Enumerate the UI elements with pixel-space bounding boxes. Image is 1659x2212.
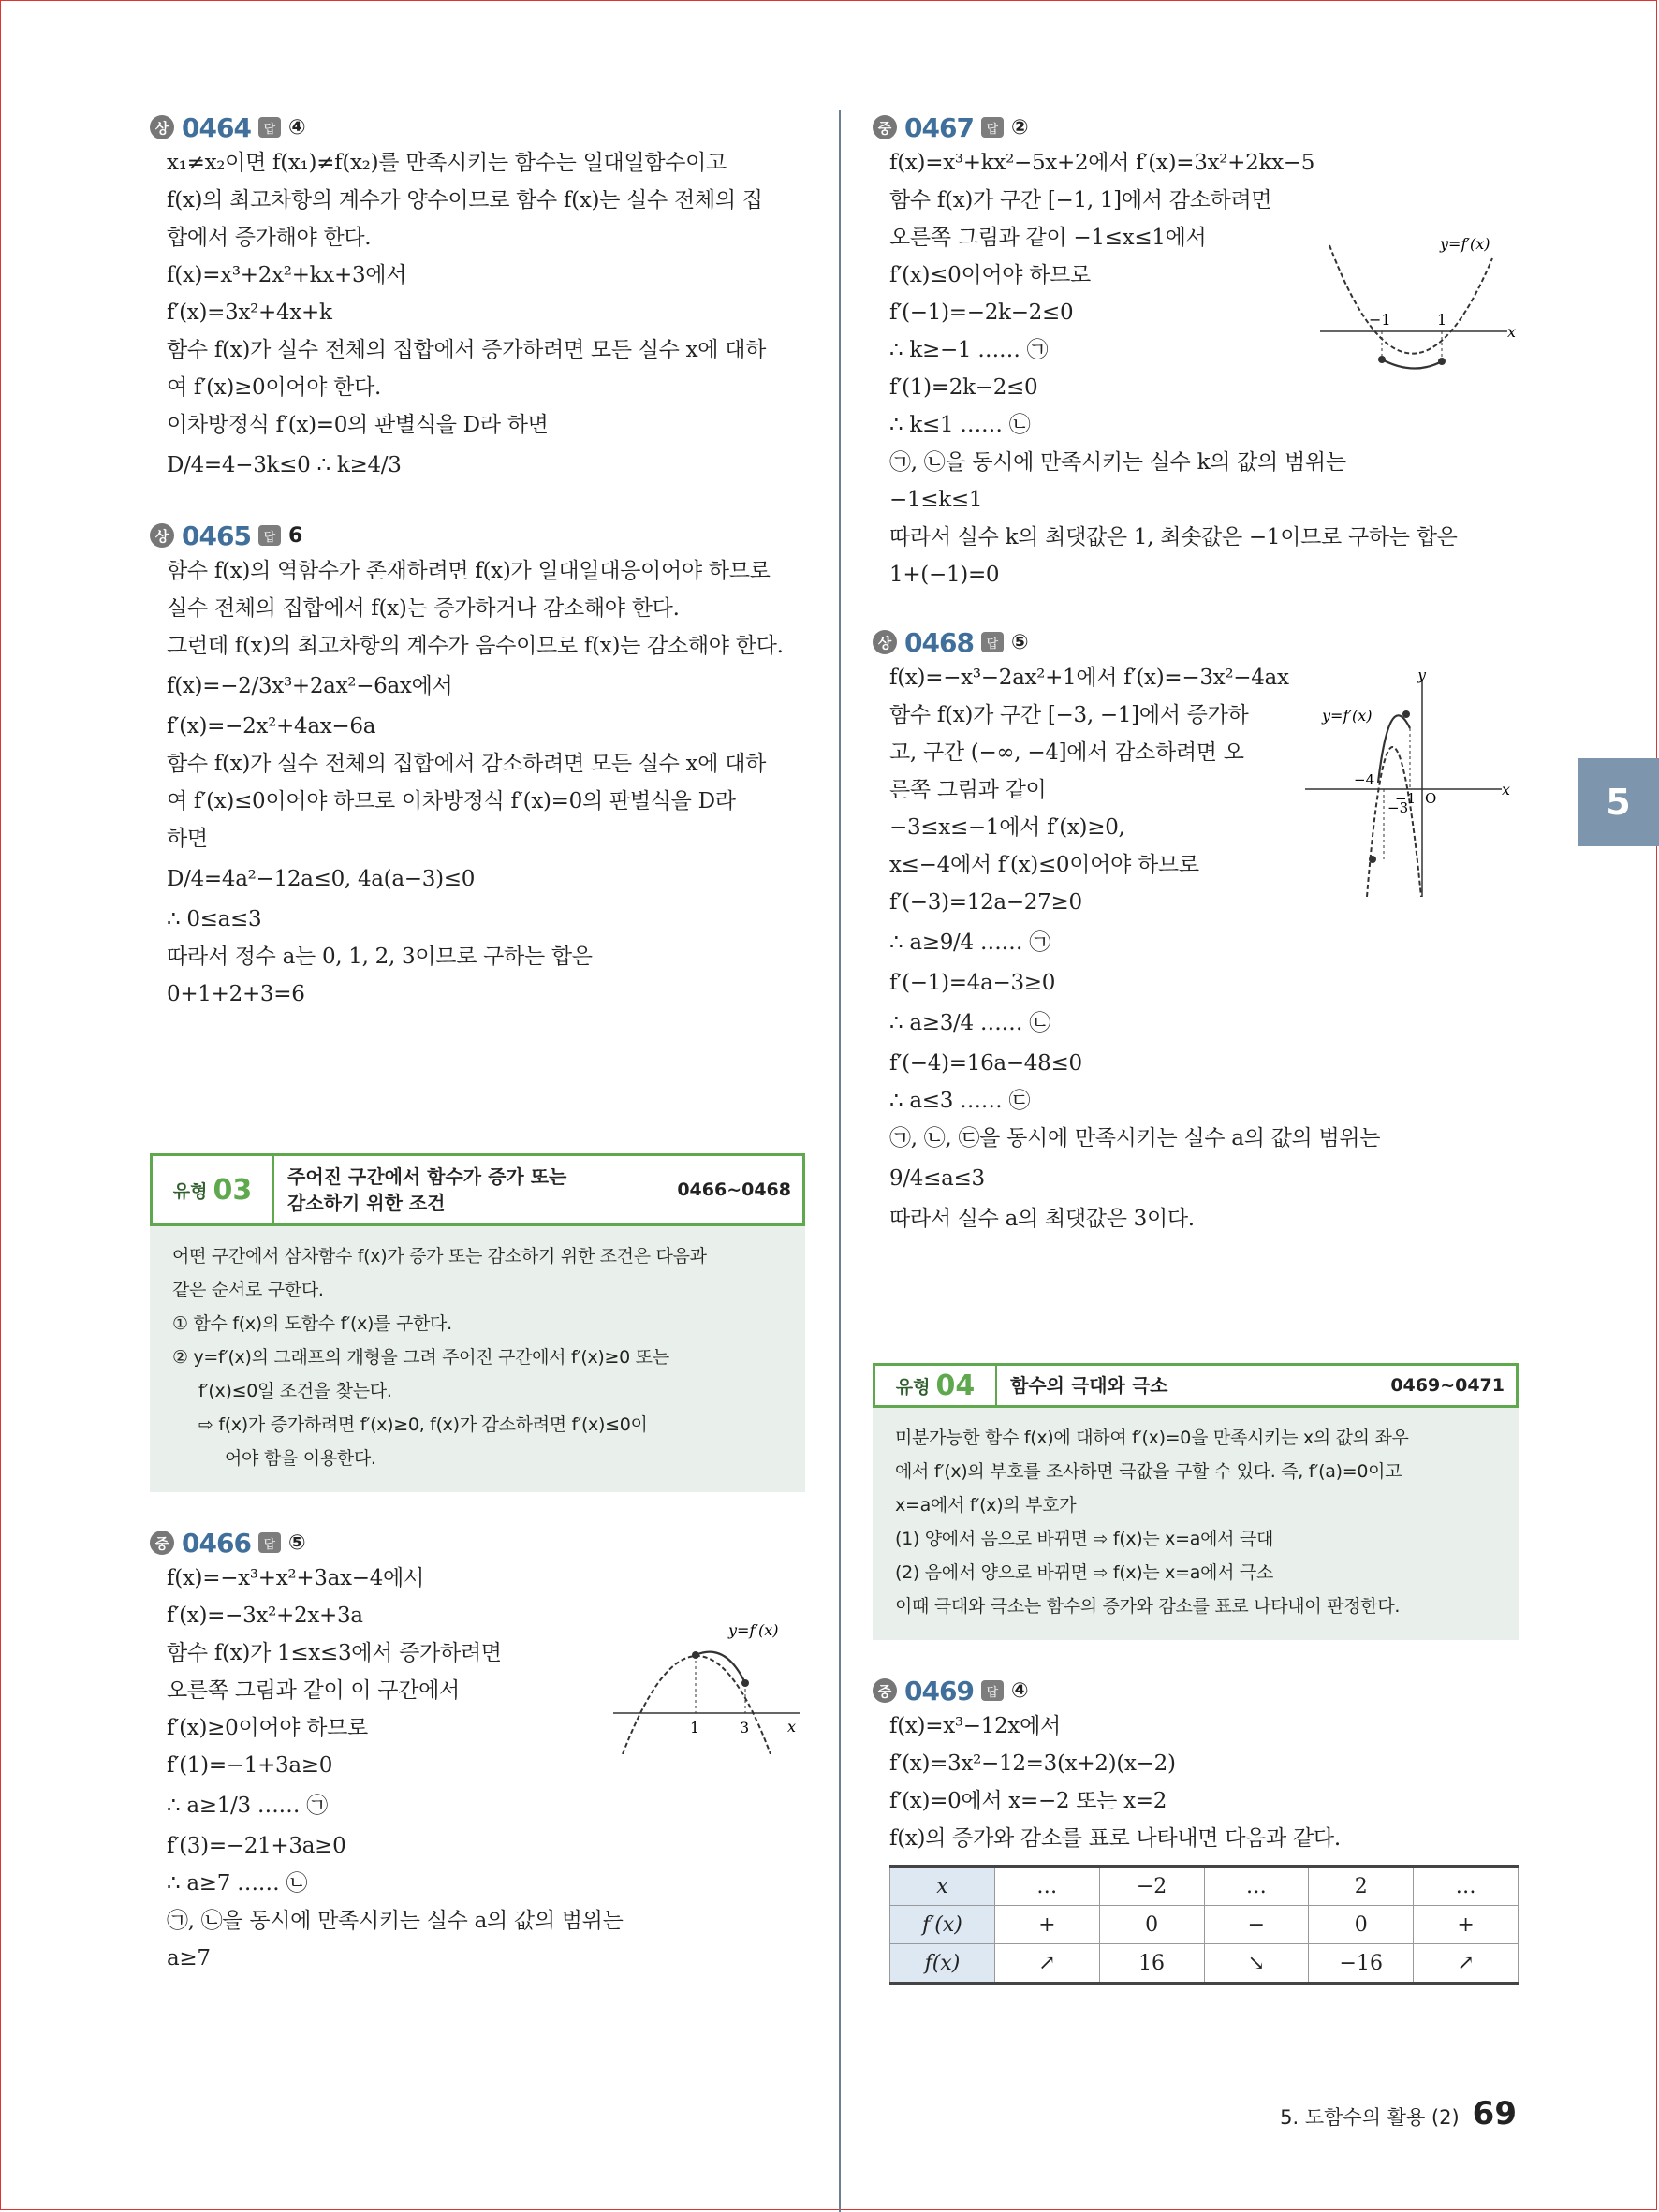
- solution-line: x₁≠x₂이면 f(x₁)≠f(x₂)를 만족시키는 함수는 일대일함수이고: [167, 151, 727, 175]
- problem-0468: [873, 625, 1519, 1238]
- type-number: 03: [213, 1173, 253, 1207]
- problem-header: [150, 519, 805, 552]
- parabola-dashed: [1329, 245, 1492, 354]
- derivative-graph: [1305, 672, 1520, 897]
- point: [1378, 356, 1386, 363]
- solution-line: ∴ a≥3/4 …… ㉡: [889, 1011, 1050, 1035]
- type-body-line: 어야 함을 이용한다.: [225, 1448, 376, 1469]
- solution-line: 른쪽 그림과 같이: [889, 778, 1047, 802]
- answer-label: 답: [258, 1532, 281, 1553]
- table-cell: …: [1204, 1867, 1309, 1906]
- type-title: 함수의 극대와 극소: [1010, 1374, 1168, 1397]
- solution-line: 9/4≤a≤3: [889, 1166, 985, 1191]
- type-label: 유형: [172, 1180, 208, 1202]
- answer-value: 6: [287, 523, 303, 548]
- point: [1402, 710, 1410, 718]
- solution-line: ∴ a≥1/3 …… ㉠: [167, 1794, 328, 1818]
- level-badge: 중: [150, 1531, 174, 1555]
- solution-line: f′(1)=2k−2≤0: [889, 375, 1038, 400]
- solution-line: 여 f′(x)≥0이어야 한다.: [167, 375, 381, 400]
- solution-line: f(x)=−x³−2ax²+1에서 f′(x)=−3x²−4ax: [889, 666, 1289, 690]
- solution-line: 따라서 실수 a의 최댓값은 3이다.: [889, 1207, 1195, 1231]
- solution-line: f′(3)=−21+3a≥0: [167, 1834, 346, 1858]
- problem-number: 0468: [904, 626, 974, 658]
- problem-0467: [873, 110, 1519, 593]
- solution-line: 고, 구간 (−∞, −4]에서 감소하려면 오: [889, 740, 1244, 765]
- type-range: 0469~0471: [1390, 1375, 1505, 1396]
- solution-line: 실수 전체의 집합에서 f(x)는 증가하거나 감소해야 한다.: [167, 596, 680, 621]
- left-column: [150, 110, 805, 2009]
- answer-value: ⑤: [287, 1531, 306, 1555]
- table-cell: +: [1414, 1906, 1519, 1944]
- solution-line: 합에서 증가해야 한다.: [167, 226, 372, 250]
- answer-value: ④: [287, 115, 306, 139]
- solution-line: a≥7: [167, 1946, 211, 1970]
- problem-0465: [150, 519, 805, 1013]
- solution-line: 여 f′(x)≤0이어야 하므로 이차방정식 f′(x)=0의 판별식을 D라: [167, 789, 736, 813]
- answer-value: ⑤: [1010, 630, 1029, 654]
- solution-line: f′(x)=0에서 x=−2 또는 x=2: [889, 1789, 1167, 1813]
- type-03-body: [150, 1226, 805, 1492]
- solution-line: f(x)=x³−12x에서: [889, 1714, 1061, 1738]
- solution-line: 함수 f(x)가 실수 전체의 집합에서 증가하려면 모든 실수 x에 대하: [167, 338, 767, 362]
- origin-label: O: [1425, 790, 1437, 807]
- table-cell: ↗: [994, 1944, 1099, 1984]
- solution-line: ㉠, ㉡을 동시에 만족시키는 실수 a의 값의 범위는: [167, 1909, 624, 1933]
- level-badge: 중: [873, 115, 897, 139]
- solution-line: f(x)의 증가와 감소를 표로 나타내면 다음과 같다.: [889, 1826, 1341, 1851]
- table-cell: −: [1204, 1906, 1309, 1944]
- solution-line: f(x)의 최고차항의 계수가 양수이므로 함수 f(x)는 실수 전체의 집: [167, 188, 763, 212]
- solution-line: 함수 f(x)가 구간 [−1, 1]에서 감소하려면: [889, 188, 1272, 212]
- solution-line: x≤−4에서 f′(x)≤0이어야 하므로: [889, 853, 1199, 877]
- type-04-box: [873, 1363, 1519, 1408]
- graph-label: y=f′(x): [1322, 707, 1373, 725]
- page-number: 69: [1472, 2095, 1517, 2132]
- problem-number: 0466: [182, 1527, 251, 1559]
- axis-label: x: [1507, 323, 1517, 341]
- solution-line: 0+1+2+3=6: [167, 982, 305, 1006]
- solution-line: ∴ a≥9/4 …… ㉠: [889, 930, 1050, 955]
- solution-line: f′(−3)=12a−27≥0: [889, 890, 1082, 915]
- point: [1438, 358, 1446, 365]
- tick-label: −1: [1369, 311, 1391, 329]
- derivative-graph: [1320, 230, 1521, 371]
- solution-text: [150, 552, 805, 1013]
- problem-header: [873, 1674, 1519, 1707]
- type-03-box: [150, 1153, 805, 1226]
- solution-line: 오른쪽 그림과 같이 이 구간에서: [167, 1678, 460, 1703]
- axis-label: y: [1417, 672, 1427, 683]
- type-body-line: f′(x)≤0일 조건을 찾는다.: [198, 1381, 392, 1401]
- answer-label: 답: [981, 117, 1004, 138]
- type-body-line: (1) 양에서 음으로 바뀌면 ⇨ f(x)는 x=a에서 극대: [895, 1529, 1274, 1549]
- type-number: 04: [935, 1369, 976, 1402]
- table-cell: 0: [1309, 1906, 1414, 1944]
- graph-label: y=f′(x): [728, 1621, 779, 1639]
- problem-0464: [150, 110, 805, 487]
- solution-line: D/4=4−3k≤0 ∴ k≥4/3: [167, 453, 402, 477]
- table-cell: …: [1414, 1867, 1519, 1906]
- table-row: [890, 1944, 1519, 1984]
- solution-line: 함수 f(x)가 구간 [−3, −1]에서 증가하: [889, 703, 1249, 727]
- graph-label: y=f′(x): [1440, 235, 1490, 253]
- solution-line: 따라서 실수 k의 최댓값은 1, 최솟값은 −1이므로 구하는 합은: [889, 525, 1458, 549]
- parabola-solid: [1378, 715, 1410, 783]
- solution-line: ∴ k≥−1 …… ㉠: [889, 338, 1049, 362]
- answer-label: 답: [981, 1680, 1004, 1701]
- page-footer: [1280, 2095, 1517, 2132]
- tick-label: −3: [1387, 799, 1409, 816]
- type-body-line: x=a에서 f′(x)의 부호가: [895, 1495, 1077, 1516]
- solution-line: f(x)=x³+kx²−5x+2에서 f′(x)=3x²+2kx−5: [889, 151, 1315, 175]
- solution-line: 하면: [167, 827, 208, 851]
- solution-line: ∴ a≤3 …… ㉢: [889, 1089, 1031, 1113]
- parabola-dashed: [1367, 747, 1421, 897]
- problem-0466: [150, 1526, 805, 1977]
- tick-label: 3: [740, 1719, 750, 1736]
- type-body-line: 에서 f′(x)의 부호를 조사하면 극값을 구할 수 있다. 즉, f′(a)=0이고: [895, 1461, 1402, 1482]
- axis-label: x: [1502, 781, 1511, 798]
- type-body-line: 이때 극대와 극소는 함수의 증가와 감소를 표로 나타내어 판정한다.: [895, 1596, 1401, 1617]
- problem-header: [873, 625, 1519, 659]
- solution-line: 따라서 정수 a는 0, 1, 2, 3이므로 구하는 합은: [167, 945, 593, 969]
- solution-line: D/4=4a²−12a≤0, 4a(a−3)≤0: [167, 867, 476, 891]
- point: [1369, 856, 1376, 863]
- solution-line: f(x)=−x³+x²+3ax−4에서: [167, 1566, 424, 1590]
- solution-line: f′(−1)=4a−3≥0: [889, 971, 1056, 995]
- solution-line: f′(x)=−2x²+4ax−6a: [167, 714, 376, 739]
- table-cell: f′(x): [890, 1906, 995, 1944]
- problem-0469: [873, 1674, 1519, 1985]
- table-cell: −16: [1309, 1944, 1414, 1984]
- solution-text: [150, 144, 805, 487]
- answer-label: 답: [258, 525, 281, 546]
- table-cell: ↘: [1204, 1944, 1309, 1984]
- point: [692, 1651, 699, 1659]
- answer-value: ②: [1010, 115, 1029, 139]
- problem-number: 0467: [904, 111, 974, 143]
- level-badge: 상: [150, 115, 174, 139]
- solution-line: ㉠, ㉡, ㉢을 동시에 만족시키는 실수 a의 값의 범위는: [889, 1126, 1381, 1150]
- solution-line: ㉠, ㉡을 동시에 만족시키는 실수 k의 값의 범위는: [889, 450, 1346, 475]
- parabola-dashed: [623, 1656, 771, 1754]
- parabola-solid: [1382, 359, 1442, 369]
- solution-line: −3≤x≤−1에서 f′(x)≥0,: [889, 815, 1125, 840]
- solution-line: f(x)=x³+2x²+kx+3에서: [167, 263, 407, 287]
- level-badge: 중: [873, 1678, 897, 1703]
- table-cell: 16: [1099, 1944, 1204, 1984]
- solution-line: 1+(−1)=0: [889, 563, 1000, 587]
- type-header: [153, 1156, 802, 1223]
- answer-label: 답: [258, 117, 281, 138]
- increase-decrease-table: [889, 1865, 1519, 1985]
- table-cell: ↗: [1414, 1944, 1519, 1984]
- solution-line: f′(x)=3x²+4x+k: [167, 300, 332, 325]
- solution-line: f′(1)=−1+3a≥0: [167, 1753, 333, 1778]
- solution-line: −1≤k≤1: [889, 488, 983, 512]
- solution-line: 오른쪽 그림과 같이 −1≤x≤1에서: [889, 226, 1207, 250]
- axis-label: x: [787, 1718, 797, 1736]
- type-body-line: ⇨ f(x)가 증가하려면 f′(x)≥0, f(x)가 감소하려면 f′(x)≤0이: [198, 1414, 648, 1435]
- table-cell: f(x): [890, 1944, 995, 1984]
- type-tag: [875, 1366, 997, 1405]
- type-body-line: ② y=f′(x)의 그래프의 개형을 그려 주어진 구간에서 f′(x)≥0 또는: [172, 1347, 669, 1368]
- solution-line: f′(x)≤0이어야 하므로: [889, 263, 1091, 287]
- tick-label: 1: [690, 1719, 700, 1736]
- solution-line: f′(−1)=−2k−2≤0: [889, 300, 1074, 325]
- type-body-line: 어떤 구간에서 삼차함수 f(x)가 증가 또는 감소하기 위한 조건은 다음과: [172, 1246, 707, 1267]
- type-body-line: ① 함수 f(x)의 도함수 f′(x)를 구한다.: [172, 1313, 452, 1334]
- solution-text: [873, 1707, 1519, 1985]
- answer-label: 답: [981, 632, 1004, 652]
- solution-line: f′(x)=3x²−12=3(x+2)(x−2): [889, 1751, 1176, 1776]
- type-label: 유형: [895, 1376, 931, 1398]
- problem-header: [873, 110, 1519, 144]
- column-divider: [839, 110, 841, 2212]
- tick-label: 1: [1437, 311, 1447, 329]
- chapter-tab: 5: [1578, 758, 1659, 846]
- solution-line: f′(−4)=16a−48≤0: [889, 1051, 1082, 1076]
- type-body-line: 같은 순서로 구한다.: [172, 1280, 324, 1300]
- table-cell: +: [994, 1906, 1099, 1944]
- type-04-body: [873, 1408, 1519, 1640]
- table-cell: −2: [1099, 1867, 1204, 1906]
- problem-number: 0469: [904, 1675, 974, 1707]
- solution-line: f(x)=−2/3x³+2ax²−6ax에서: [167, 674, 453, 698]
- right-column: [873, 110, 1519, 2016]
- level-badge: 상: [150, 523, 174, 548]
- type-title: [274, 1156, 677, 1223]
- solution-line: 함수 f(x)가 1≤x≤3에서 증가하려면: [167, 1641, 502, 1665]
- solution-line: ∴ a≥7 …… ㉡: [167, 1871, 308, 1896]
- derivative-graph: [613, 1614, 810, 1754]
- table-cell: …: [994, 1867, 1099, 1906]
- solution-line: ∴ 0≤a≤3: [167, 907, 262, 931]
- solution-line: 그런데 f(x)의 최고차항의 계수가 음수이므로 f(x)는 감소해야 한다.: [167, 634, 784, 658]
- tick-label: −1: [1395, 790, 1417, 807]
- solution-line: f′(x)≥0이어야 하므로: [167, 1716, 368, 1740]
- problem-header: [150, 110, 805, 144]
- tick-label: −4: [1354, 771, 1375, 788]
- solution-line: 함수 f(x)의 역함수가 존재하려면 f(x)가 일대일대응이어야 하므로: [167, 559, 771, 583]
- problem-header: [150, 1526, 805, 1560]
- level-badge: 상: [873, 630, 897, 654]
- table-cell: 0: [1099, 1906, 1204, 1944]
- solution-line: 이차방정식 f′(x)=0의 판별식을 D라 하면: [167, 413, 549, 437]
- answer-value: ④: [1010, 1678, 1029, 1703]
- type-body-line: 미분가능한 함수 f(x)에 대하여 f′(x)=0을 만족시키는 x의 값의 좌우: [895, 1428, 1409, 1448]
- problem-number: 0464: [182, 111, 251, 143]
- table-row: [890, 1867, 1519, 1906]
- type-range: 0466~0468: [677, 1179, 791, 1200]
- chapter-title: 5. 도함수의 활용 (2): [1280, 2106, 1460, 2129]
- type-tag: [153, 1156, 274, 1223]
- solution-line: f′(x)=−3x²+2x+3a: [167, 1604, 363, 1628]
- type-body-line: (2) 음에서 양으로 바뀌면 ⇨ f(x)는 x=a에서 극소: [895, 1562, 1274, 1583]
- problem-number: 0465: [182, 520, 251, 551]
- table-row: [890, 1906, 1519, 1944]
- type-title-line: 감소하기 위한 조건: [287, 1192, 446, 1214]
- table-cell: 2: [1309, 1867, 1414, 1906]
- solution-line: 함수 f(x)가 실수 전체의 집합에서 감소하려면 모든 실수 x에 대하: [167, 752, 767, 776]
- table-cell: x: [890, 1867, 995, 1906]
- type-title-line: 주어진 구간에서 함수가 증가 또는: [287, 1165, 567, 1188]
- solution-line: ∴ k≤1 …… ㉡: [889, 413, 1031, 437]
- type-header: [875, 1366, 1516, 1405]
- point: [741, 1679, 749, 1687]
